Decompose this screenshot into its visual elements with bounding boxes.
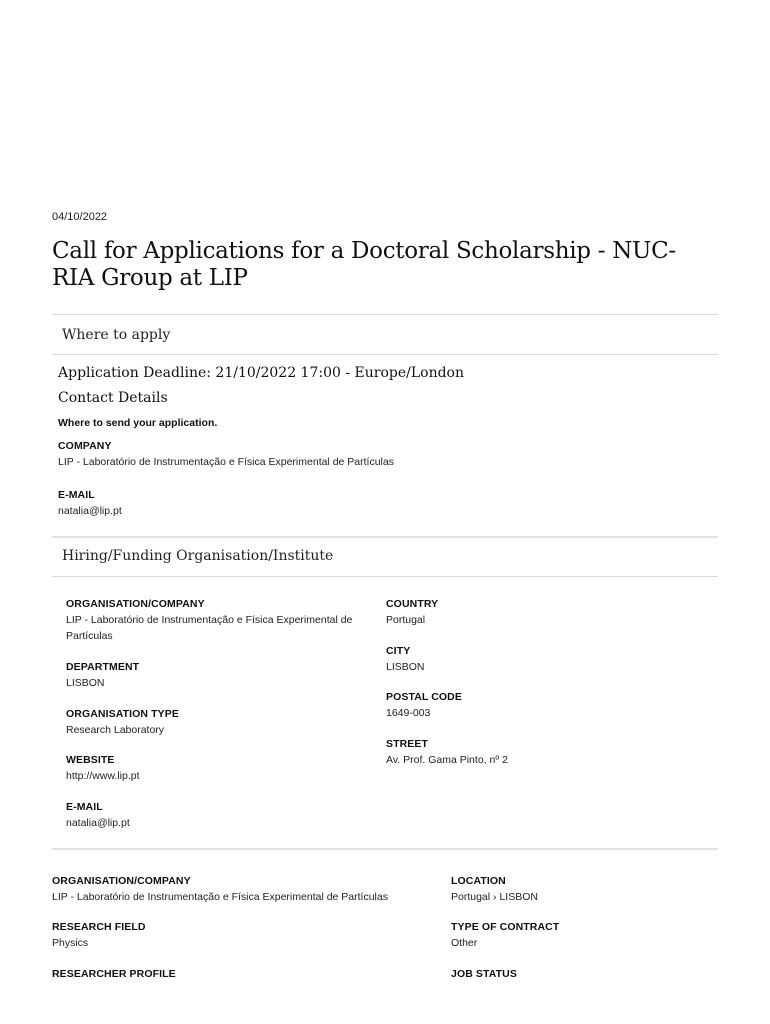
organisation-value-line2: Partículas: [66, 630, 113, 642]
website-label: WEBSITE: [66, 754, 115, 766]
application-deadline: Application Deadline: 21/10/2022 17:00 - Europe/London: [58, 365, 465, 381]
organisation-label: ORGANISATION/COMPANY: [66, 598, 205, 610]
posting-date: 04/10/2022: [52, 211, 108, 223]
hiring-email-label: E-MAIL: [66, 801, 103, 813]
research-field-label: RESEARCH FIELD: [52, 921, 146, 933]
email-link[interactable]: natalia@lip.pt: [58, 505, 122, 517]
organisation-value-line1: LIP - Laboratório de Instrumentação e Física Experimental de: [66, 614, 353, 626]
divider: [52, 314, 718, 315]
research-field-value: Physics: [52, 937, 89, 949]
contact-details-heading: Contact Details: [58, 390, 168, 406]
divider: [52, 354, 718, 355]
section-heading-where-to-apply: Where to apply: [62, 327, 171, 343]
website-link[interactable]: http://www.lip.pt: [66, 770, 140, 782]
send-application-note: Where to send your application.: [58, 417, 218, 429]
contract-type-label: TYPE OF CONTRACT: [451, 921, 560, 933]
page-title: Call for Applications for a Doctoral Scholarship - NUC-RIA Group at LIP: [52, 238, 676, 291]
section-heading-hiring: Hiring/Funding Organisation/Institute: [62, 548, 334, 564]
divider: [52, 848, 718, 850]
organisation-type-value: Research Laboratory: [66, 724, 165, 736]
summary-organisation-value: LIP - Laboratório de Instrumentação e Física Experimental de Partículas: [52, 891, 388, 903]
summary-organisation-label: ORGANISATION/COMPANY: [52, 875, 191, 887]
country-label: COUNTRY: [386, 598, 439, 610]
department-value: LISBON: [66, 677, 105, 689]
organisation-type-label: ORGANISATION TYPE: [66, 708, 179, 720]
postal-code-label: POSTAL CODE: [386, 691, 462, 703]
street-label: STREET: [386, 738, 429, 750]
postal-code-value: 1649-003: [386, 707, 431, 719]
company-label: COMPANY: [58, 440, 112, 452]
contract-type-value: Other: [451, 937, 478, 949]
country-value: Portugal: [386, 614, 426, 626]
street-value: Av. Prof. Gama Pinto, nº 2: [386, 754, 508, 766]
email-label: E-MAIL: [58, 489, 95, 501]
divider: [52, 536, 718, 538]
location-label: LOCATION: [451, 875, 506, 887]
researcher-profile-label: RESEARCHER PROFILE: [52, 968, 176, 980]
city-value: LISBON: [386, 661, 425, 673]
job-status-label: JOB STATUS: [451, 968, 517, 980]
divider: [52, 576, 718, 577]
company-value: LIP - Laboratório de Instrumentação e Física Experimental de Partículas: [58, 456, 394, 468]
city-label: CITY: [386, 645, 411, 657]
department-label: DEPARTMENT: [66, 661, 140, 673]
location-value: Portugal › LISBON: [451, 891, 538, 903]
hiring-email-link[interactable]: natalia@lip.pt: [66, 817, 130, 829]
